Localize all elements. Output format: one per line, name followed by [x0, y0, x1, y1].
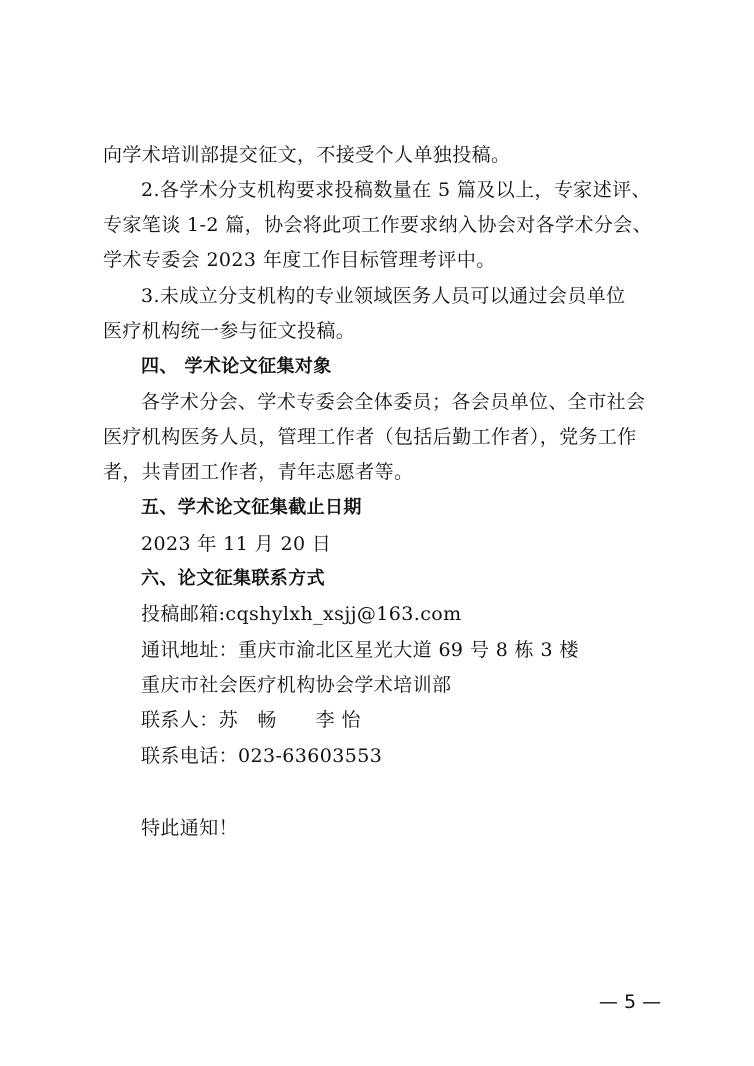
contact-department: 重庆市社会医疗机构协会学术培训部 [141, 674, 452, 696]
section-heading: 六、论文征集联系方式 [141, 568, 325, 589]
body-text-line: 2.各学术分支机构要求投稿数量在 5 篇及以上，专家述评、 [141, 179, 651, 201]
body-text-line: 者，共青团工作者，青年志愿者等。 [103, 461, 414, 483]
section-heading: 四、 学术论文征集对象 [141, 356, 332, 377]
closing-text: 特此通知！ [141, 817, 239, 839]
body-text-line: 医疗机构统一参与征文投稿。 [103, 320, 356, 342]
body-text-line: 3.未成立分支机构的专业领域医务人员可以通过会员单位 [141, 285, 626, 307]
body-text-line: 各学术分会、学术专委会全体委员；各会员单位、全市社会 [141, 391, 646, 413]
body-text-line: 医疗机构医务人员，管理工作者（包括后勤工作者），党务工作 [103, 426, 637, 448]
body-text-line: 向学术培训部提交征文，不接受个人单独投稿。 [103, 144, 511, 166]
contact-address: 通讯地址：重庆市渝北区星光大道 69 号 8 栋 3 楼 [141, 639, 579, 661]
section-heading: 五、学术论文征集截止日期 [141, 497, 362, 518]
body-text-line: 专家笔谈 1-2 篇，协会将此项工作要求纳入协会对各学术分会、 [103, 214, 653, 236]
contact-phone: 联系电话：023-63603553 [141, 745, 383, 767]
page-number: — 5 — [598, 991, 662, 1013]
body-text-line: 学术专委会 2023 年度工作目标管理考评中。 [103, 249, 496, 271]
contact-persons: 联系人：苏 畅 李 怡 [141, 709, 361, 731]
contact-email: 投稿邮箱:cqshylxh_xsjj@163.com [141, 603, 462, 625]
deadline-date: 2023 年 11 月 20 日 [141, 533, 332, 555]
